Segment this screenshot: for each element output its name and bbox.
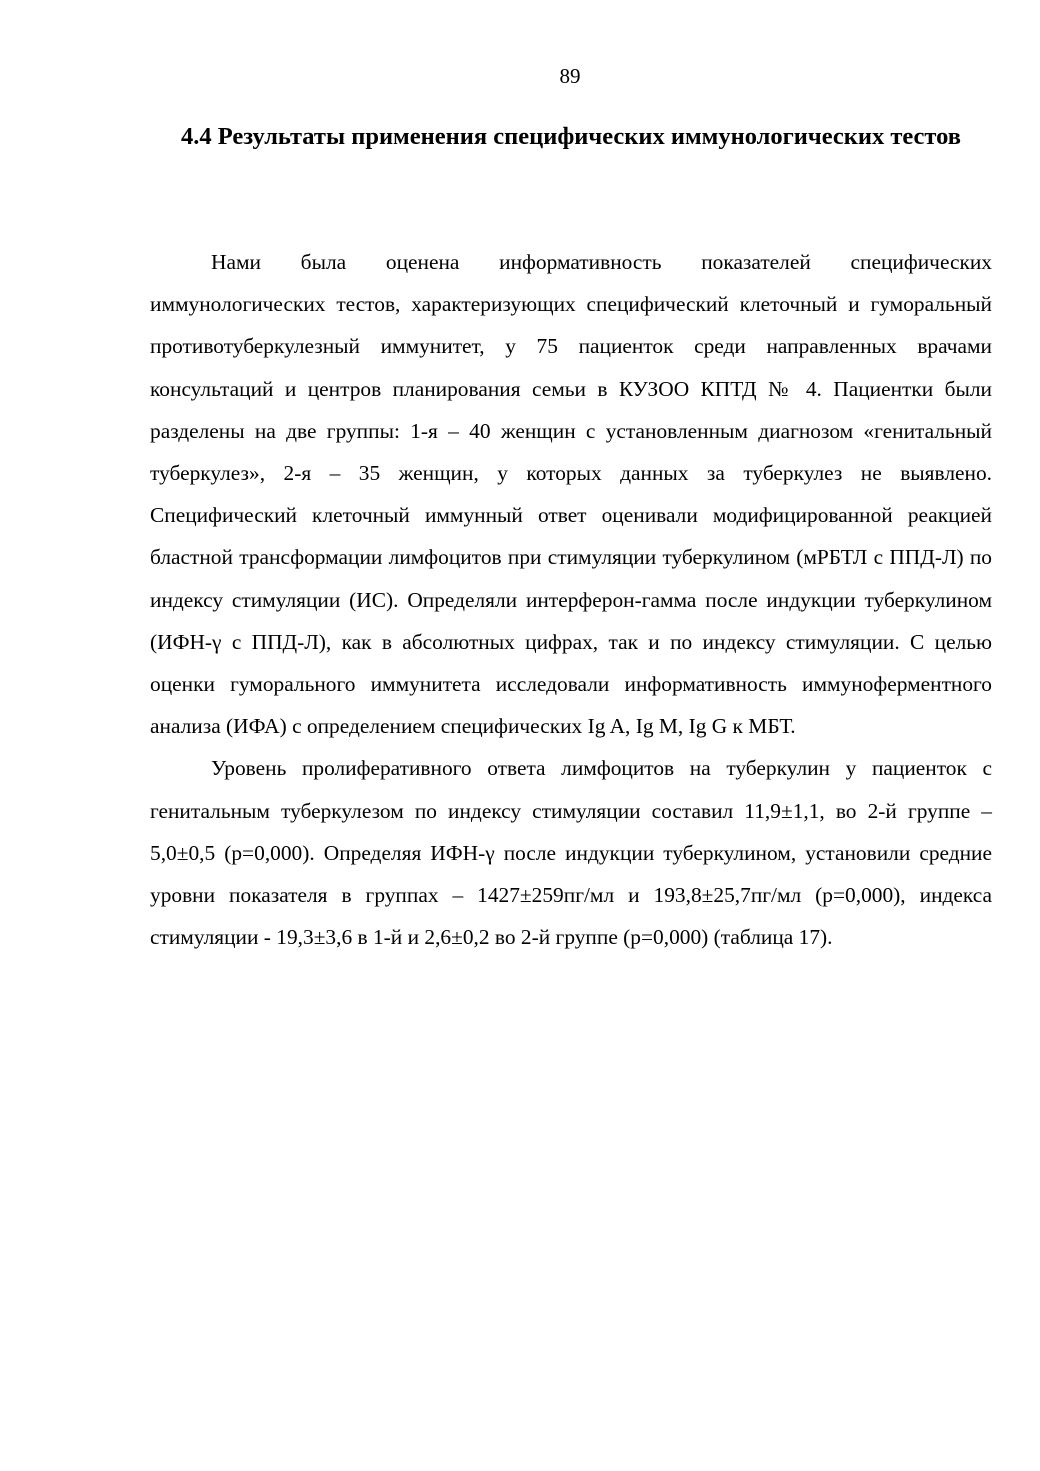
paragraph-2: Уровень пролиферативного ответа лимфоцитов на туберкулин у пациенток с генитальным туберкулезом по индексу стимуляции составил 11,9±1,1, во 2-й группе – 5,0±0,5 (p=0,000). Определяя ИФН-γ после индукции туберкулином, установили средние уровни показателя в группах – 1427±259пг/мл и 193,8±25,7пг/мл (p=0,000), индекса стимуляции - 19,3±3,6 в 1-й и 2,6±0,2 во 2-й группе (p=0,000) (таблица 17).: [150, 756, 992, 950]
paragraph-1: Нами была оценена информативность показателей специфических иммунологических тестов, характеризующих специфический клеточный и гуморальный противотуберкулезный иммунитет, у 75 пациенток среди направленных врачами консультаций и центров планирования семьи в КУЗОО КПТД № 4. Пациентки были разделены на две группы: 1-я – 40 женщин с установленным диагнозом «генитальный туберкулез», 2-я – 35 женщин, у которых данных за туберкулез не выявлено. Специфический клеточный иммунный ответ оценивали модифицированной реакцией бластной трансформации лимфоцитов при стимуляции туберкулином (мРБТЛ с ППД-Л) по индексу стимуляции (ИС). Определяли интерферон-гамма после индукции туберкулином (ИФН-γ с ППД-Л), как в абсолютных цифрах, так и по индексу стимуляции. С целью оценки гуморального иммунитета исследовали информативность иммуноферментного анализа (ИФА) с определением специфических Ig A, Ig M, Ig G к МБТ.: [150, 250, 992, 739]
page-number: 89: [559, 64, 581, 88]
body-text: [150, 241, 992, 958]
section-heading: 4.4 Результаты применения специфических иммунологических тестов: [180, 123, 962, 150]
